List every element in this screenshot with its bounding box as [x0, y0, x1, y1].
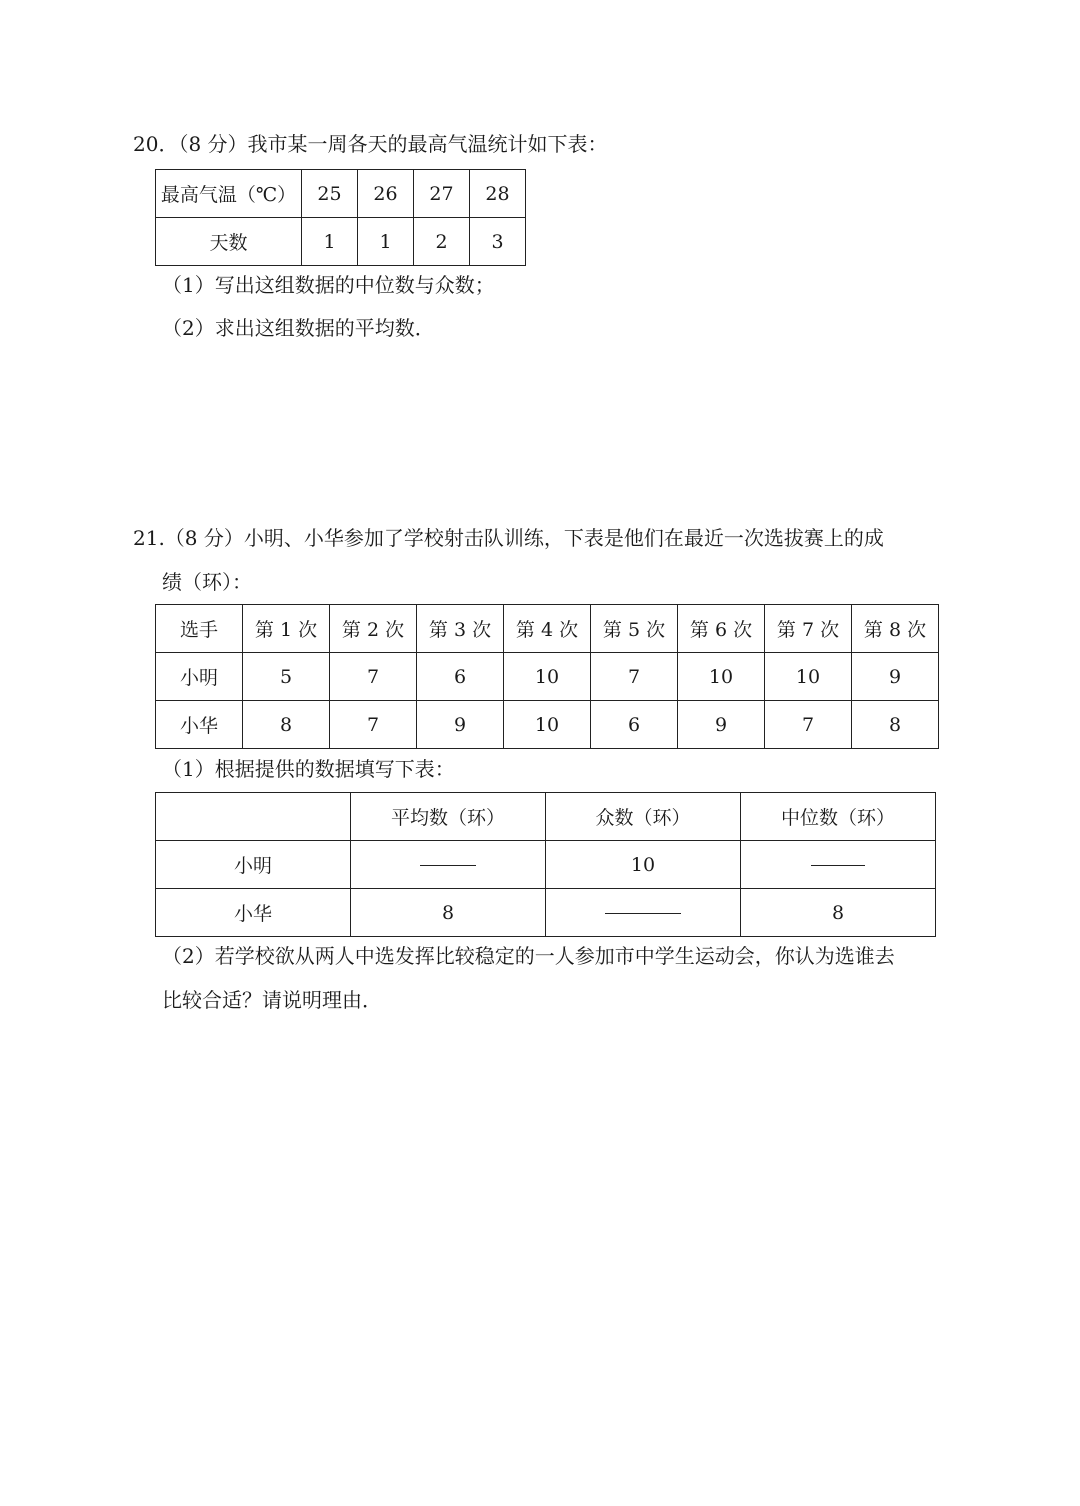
table-cell: 7: [765, 701, 852, 749]
table-cell: 小明: [156, 841, 351, 889]
table-cell: 小明: [156, 653, 243, 701]
scores-table: [155, 604, 939, 749]
median-blank[interactable]: [811, 865, 865, 866]
table-cell: 10: [504, 701, 591, 749]
table-cell: 25: [302, 170, 358, 218]
table-cell: 2: [414, 218, 470, 266]
table-cell: 3: [470, 218, 526, 266]
table-header-cell: 平均数（环）: [351, 793, 546, 841]
table-row: [156, 653, 939, 701]
answer-blank-cell[interactable]: [546, 889, 741, 937]
table-header-cell: 第 5 次: [591, 605, 678, 653]
table-cell: 1: [358, 218, 414, 266]
table-cell: 8: [351, 889, 546, 937]
table-header-cell: 第 3 次: [417, 605, 504, 653]
table-cell: 9: [417, 701, 504, 749]
table-header-cell: 第 8 次: [852, 605, 939, 653]
table-header-cell: [156, 793, 351, 841]
table-cell: 1: [302, 218, 358, 266]
q21-part1: （1）根据提供的数据填写下表：: [162, 757, 455, 781]
table-cell: 小华: [156, 701, 243, 749]
mode-blank[interactable]: [605, 913, 681, 914]
table-header-cell: 第 6 次: [678, 605, 765, 653]
q21-title-line2: 绩（环）：: [162, 570, 252, 594]
answer-blank-cell[interactable]: [351, 841, 546, 889]
table-cell: 8: [852, 701, 939, 749]
q20-title: 20．（8 分）我市某一周各天的最高气温统计如下表：: [133, 132, 608, 156]
table-header-cell: 天数: [156, 218, 302, 266]
table-cell: 26: [358, 170, 414, 218]
table-cell: 7: [591, 653, 678, 701]
table-row: [156, 841, 936, 889]
table-header-cell: 第 1 次: [243, 605, 330, 653]
q21-title-line1: 21.（8 分）小明、小华参加了学校射击队训练，下表是他们在最近一次选拔赛上的成: [133, 526, 884, 550]
table-header-cell: 中位数（环）: [741, 793, 936, 841]
table-row: [156, 701, 939, 749]
table-cell: 10: [678, 653, 765, 701]
q21-part2-line1: （2）若学校欲从两人中选发挥比较稳定的一人参加市中学生运动会，你认为选谁去: [162, 944, 895, 968]
table-cell: 9: [678, 701, 765, 749]
table-header-cell: 选手: [156, 605, 243, 653]
table-cell: 8: [243, 701, 330, 749]
table-cell: 27: [414, 170, 470, 218]
table-row: [156, 889, 936, 937]
table-cell: 8: [741, 889, 936, 937]
table-header-cell: 第 7 次: [765, 605, 852, 653]
table-cell: 小华: [156, 889, 351, 937]
table-cell: 10: [504, 653, 591, 701]
summary-table: [155, 792, 936, 937]
table-cell: 6: [417, 653, 504, 701]
table-header-cell: 众数（环）: [546, 793, 741, 841]
table-cell: 10: [546, 841, 741, 889]
table-cell: 6: [591, 701, 678, 749]
table-cell: 7: [330, 701, 417, 749]
table-cell: 5: [243, 653, 330, 701]
table-cell: 10: [765, 653, 852, 701]
table-cell: 9: [852, 653, 939, 701]
q21-part2-line2: 比较合适？请说明理由．: [162, 988, 382, 1012]
mean-blank[interactable]: [420, 865, 476, 866]
table-cell: 7: [330, 653, 417, 701]
answer-blank-cell[interactable]: [741, 841, 936, 889]
table-cell: 28: [470, 170, 526, 218]
table-header-cell: 第 4 次: [504, 605, 591, 653]
table-header-cell: 第 2 次: [330, 605, 417, 653]
table-header-cell: 最高气温（℃）: [156, 170, 302, 218]
temperature-table: [155, 169, 526, 266]
q20-part1: （1）写出这组数据的中位数与众数；: [162, 273, 495, 297]
q20-part2: （2）求出这组数据的平均数．: [162, 316, 435, 340]
